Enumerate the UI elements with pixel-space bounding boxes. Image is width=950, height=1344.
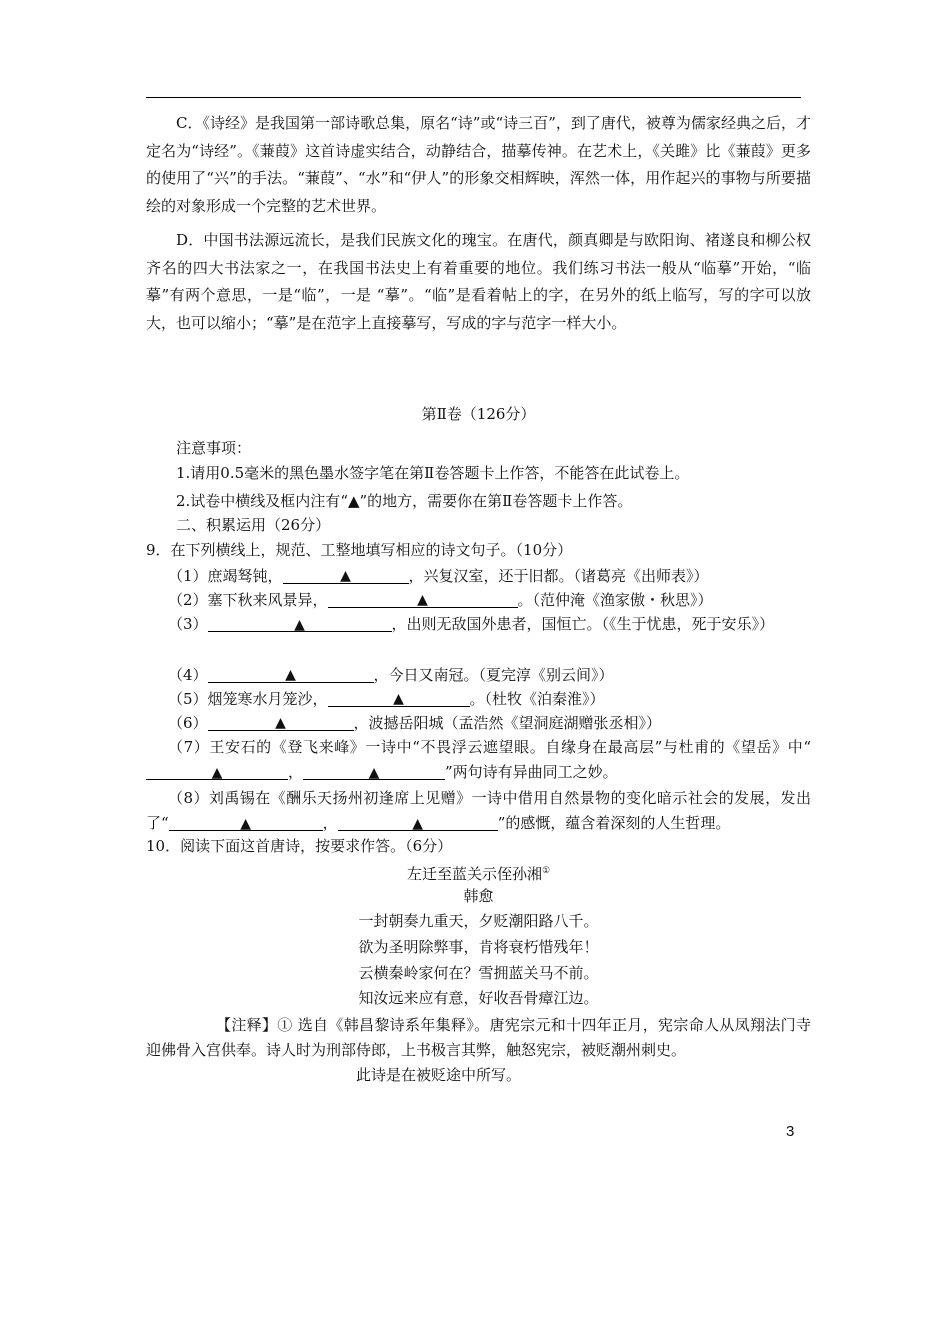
q9-3-suffix: ，出则无敌国外患者，国恒亡。（《生于忧患，死于安 xyxy=(391,615,737,633)
q9-4-suffix: ，今日又南冠。（夏完淳《别云间》） xyxy=(373,666,614,684)
blank-triangle-icon: ▲ xyxy=(294,617,305,633)
q9-item-8 xyxy=(146,786,811,836)
q9-8-prefix: （8）刘禹锡在《酬乐天扬州初逢席上见赠》一诗中借用自然景物的变化暗示社会的发展，发出了“ xyxy=(146,789,811,832)
blank-triangle-icon: ▲ xyxy=(412,816,424,832)
q9-6-prefix: （6） xyxy=(168,714,208,732)
poem-line: 欲为圣明除弊事，肯将衰朽惜残年！ xyxy=(358,938,599,956)
poem-line: 云横秦岭家何在？雪拥蓝关马不前。 xyxy=(358,964,599,982)
poem-line: 知汝远来应有意，好收吾骨瘴江边。 xyxy=(358,989,599,1007)
section-heading: 二、积累运用（26分） xyxy=(176,516,331,534)
poem-title xyxy=(146,860,811,885)
answer-blank[interactable] xyxy=(328,590,518,608)
answer-blank[interactable] xyxy=(169,813,323,831)
answer-blank[interactable] xyxy=(208,713,354,731)
blank-triangle-icon: ▲ xyxy=(393,691,404,707)
poem-author: 韩愈 xyxy=(463,887,494,905)
volume-title: 第Ⅱ卷（126分） xyxy=(421,405,536,423)
q9-item-1 xyxy=(146,565,833,587)
blank-triangle-icon: ▲ xyxy=(368,765,380,781)
q9-2-prefix: （2）塞下秋来风景异， xyxy=(168,591,328,609)
blank-triangle-icon: ▲ xyxy=(275,715,286,731)
q9-item-5 xyxy=(146,688,833,710)
note-2: 2.试卷中横线及框内注有“▲”的地方，需要你在第Ⅱ卷答题卡上作答。 xyxy=(176,492,633,510)
q9-1-suffix: ，兴复汉室，还于旧都。（诸葛亮《出师表》） xyxy=(408,567,709,585)
annotation: 【注释】① 选自《韩昌黎诗系年集释》。唐宪宗元和十四年正月，宪宗命人从凤翔法门寺迎佛骨入宫供奉。诗人时为刑部侍郎，上书极言其弊，触怒宪宗，被贬潮州刺史。 xyxy=(146,1016,811,1059)
blank-triangle-icon: ▲ xyxy=(285,667,296,683)
option-c xyxy=(146,110,811,220)
q9-item-2 xyxy=(146,589,833,611)
q9-5-prefix: （5）烟笼寒水月笼沙， xyxy=(168,690,328,708)
q9-6-suffix: ，波撼岳阳城（孟浩然《望洞庭湖赠张丞相》） xyxy=(353,714,662,732)
option-c-text: C．《诗经》是我国第一部诗歌总集，原名“诗”或“诗三百”，到了唐代，被尊为儒家经典之后，才定名为“诗经”。《蒹葭》这首诗虚实结合，动静结合，描摹传神。在艺术上，《关雎》比《蒹葭》更多的使用了“兴”的手法。“蒹葭”、“水”和“伊人”的形象交相辉映，浑然一体，用作起兴的事物与所要描绘的对象形成一个完整的艺术世界。 xyxy=(146,114,811,215)
answer-blank[interactable] xyxy=(303,762,445,780)
header-rule xyxy=(146,97,801,98)
q9-8-suffix: ”的感慨，蕴含着深刻的人生哲理。 xyxy=(497,814,731,832)
poem-title-text: 左迁至蓝关示侄孙湘 xyxy=(406,865,542,883)
q9-item-3 xyxy=(146,612,811,637)
page-number: 3 xyxy=(786,1123,795,1140)
q9-5-suffix: 。（杜牧《泊秦淮》） xyxy=(469,690,605,708)
q9-7-prefix: （7）王安石的《登飞来峰》一诗中“不畏浮云遮望眼。自缘身在最高层”与杜甫的《望岳》中“ xyxy=(168,738,811,756)
q9-2-suffix: 。（范仲淹《渔家傲・秋思》） xyxy=(517,591,713,609)
poem-title-footnote: ① xyxy=(541,866,551,876)
answer-blank[interactable] xyxy=(146,762,288,780)
question-10: 10．阅读下面这首唐诗，按要求作答。（6分） xyxy=(146,837,453,855)
answer-blank[interactable] xyxy=(208,614,392,632)
q9-3-suffix-2: 乐》） xyxy=(736,615,775,633)
q9-8-comma: ， xyxy=(322,814,338,832)
answer-blank[interactable] xyxy=(283,566,409,584)
notes-title: 注意事项： xyxy=(176,439,252,457)
q9-3-prefix: （3） xyxy=(168,615,208,633)
question-9: 9．在下列横线上，规范、工整地填写相应的诗文句子。（10分） xyxy=(146,541,573,559)
q9-1-prefix: （1）庶竭驽钝， xyxy=(168,567,283,585)
note-1: 1.请用0.5毫米的黑色墨水签字笔在第Ⅱ卷答题卡上作答，不能答在此试卷上。 xyxy=(176,464,690,482)
q9-item-4 xyxy=(146,664,833,686)
option-d xyxy=(146,227,811,337)
q9-7-comma: ， xyxy=(288,763,304,781)
blank-triangle-icon: ▲ xyxy=(340,568,351,584)
poem-line: 一封朝奏九重天，夕贬潮阳路八千。 xyxy=(358,912,599,930)
blank-triangle-icon: ▲ xyxy=(417,592,428,608)
q9-item-6 xyxy=(146,712,833,734)
blank-triangle-icon: ▲ xyxy=(211,765,223,781)
q9-7-suffix: ”两句诗有异曲同工之妙。 xyxy=(445,763,618,781)
q9-item-7 xyxy=(146,735,811,785)
q9-4-prefix: （4） xyxy=(168,666,208,684)
annotation-last-line: 此诗是在被贬途中所写。 xyxy=(356,1066,522,1084)
answer-blank[interactable] xyxy=(338,813,498,831)
option-d-text: D．中国书法源远流长，是我们民族文化的瑰宝。在唐代，颜真卿是与欧阳询、褚遂良和柳公权齐名的四大书法家之一，在我国书法史上有着重要的地位。我们练习书法一般从“临摹”开始，“临摹”有两个意思，一是“临”，一是 “摹”。“临”是看着帖上的字，在另外的纸上临写，写的字可以放大，也可以缩小；“摹”是在范字上直接摹写，写成的字与范字一样大小。 xyxy=(146,231,811,332)
answer-blank[interactable] xyxy=(328,689,470,707)
answer-blank[interactable] xyxy=(208,665,374,683)
blank-triangle-icon: ▲ xyxy=(240,816,252,832)
